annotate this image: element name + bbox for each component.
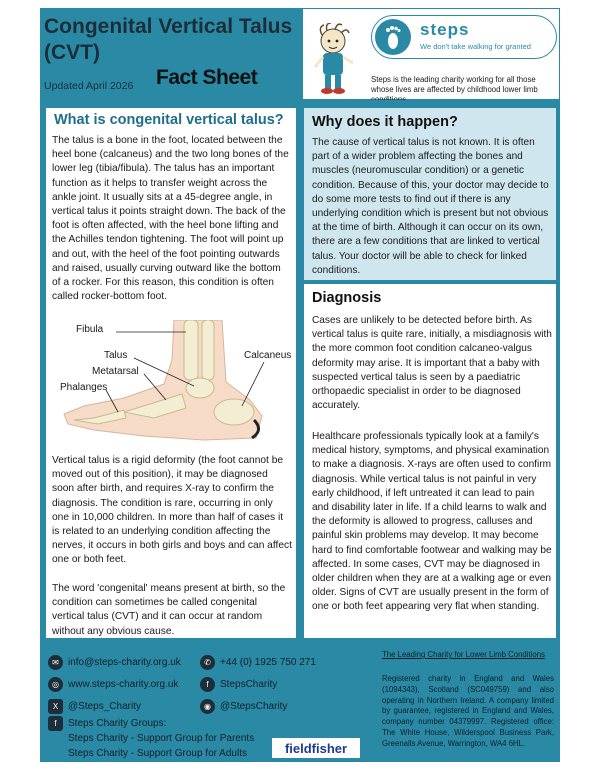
groups-title: Steps Charity Groups: [68, 718, 167, 729]
group-parents-link[interactable]: Steps Charity - Support Group for Parents [68, 733, 255, 744]
phone-link[interactable] [200, 652, 316, 672]
charity-tagline-link[interactable]: The Leading Charity for Lower Limb Conditions [382, 650, 545, 659]
title-block [40, 8, 302, 100]
diagnosis-heading: Diagnosis [312, 290, 382, 306]
fact-sheet-page [40, 8, 560, 762]
why-heading: Why does it happen? [312, 114, 458, 130]
instagram-text: @StepsCharity [220, 700, 288, 712]
twitter-link[interactable] [48, 696, 141, 716]
email-text: info@steps-charity.org.uk [68, 656, 181, 668]
diagnosis-section [304, 284, 556, 638]
header [40, 8, 560, 100]
what-is-paragraph-1: The talus is a bone in the foot, located between the heel bone (calcaneus) and the two long bones of the lower leg (tibia/fibula). The talus has an important function as it helps to transfer weight across the ankle joint. It usually sits at a 45-degree angle, in vertical talus it points straight down. The back of the foot is often affected, with the heel bone lifting and the Achilles tendon tightening. The foot will point up and out, with the heel of the foot pointing outwards and raised, usually curving outward like the bottom of a rocker. For this reason, this condition is often called rocker-bottom foot. [52, 135, 289, 303]
label-calcaneus: Calcaneus [244, 350, 292, 361]
logo-name: steps [420, 20, 470, 39]
globe-icon: ◎ [48, 677, 63, 692]
foot-diagram [54, 320, 292, 446]
facebook-link[interactable] [200, 674, 277, 694]
facebook-text: StepsCharity [220, 678, 278, 690]
fieldfisher-logo: fieldfisher [272, 738, 360, 758]
instagram-icon: ◉ [200, 699, 215, 714]
brand-description: Steps is the leading charity working for all those whose lives are affected by childhood lower limb [371, 75, 538, 94]
what-is-paragraph-3: The word 'congenital' means present at birth, so the condition can sometimes be called congenital vertical talus (CVT) and it can occur at random without any obvious cause. [52, 583, 286, 637]
mascot-illustration [307, 23, 367, 97]
facebook-icon: f [200, 677, 215, 692]
charity-legal-text: Registered charity in England and Wales (1094343), Scotland (SC049759) and also operating in Northern Ireland. A company limited by guarantee, registered in England and Wales, company number 04379997. Registered office: The White House, Wilderspool Business Park, Greenalls Avenue, Warrington, WA4 6HL. [382, 674, 554, 748]
x-twitter-icon: X [48, 699, 63, 714]
footprint-icon [375, 19, 411, 55]
phone-text: +44 (0) 1925 750 271 [220, 656, 316, 668]
page-title: Congenital Vertical Talus (CVT) [44, 15, 293, 64]
website-link[interactable] [48, 674, 178, 694]
diagnosis-paragraph-1: Cases are unlikely to be detected before birth. As vertical talus is quite rare, initially, a misdiagnosis with the more common foot condition calcaneo-valgus deformity may arise. It is important that a baby with suspected vertical talus is seen by a paediatric orthopaedic specialist in order to be diagnosed accurately. [312, 315, 552, 412]
label-metatarsal: Metatarsal [92, 366, 139, 377]
footer [40, 642, 560, 762]
instagram-link[interactable] [200, 696, 287, 716]
steps-logo [371, 15, 557, 59]
label-talus: Talus [104, 350, 128, 361]
what-is-section [46, 108, 296, 638]
label-phalanges: Phalanges [60, 382, 108, 393]
website-text: www.steps-charity.org.uk [68, 678, 179, 690]
diagnosis-paragraph-2: Healthcare professionals typically look at a family's medical history, symptoms, and physical examination to make a diagnosis. X-rays are often used to confirm diagnosis. While vertical talus is not painful in very early childhood, if left untreated it can lead to pain and disability later in life. If a child learns to walk and the deformity is allowed to progress, calluses and painful skin problems may develop. It may become hard to find comfortable footwear and walking may be affected. In some cases, CVT may be diagnosed in older children when they are at a walking age or even older. Signs of CVT are usually present in the form of one or both feet appearing very flat when standing. [312, 431, 552, 613]
email-link[interactable] [48, 652, 181, 672]
email-icon: ✉ [48, 655, 63, 670]
what-is-paragraph-2: Vertical talus is a rigid deformity (the foot cannot be moved out of this position), it may be diagnosed soon after birth, and requires X-ray to confirm the diagnosis. The condition is rare, occurring in only one in 10,000 children. In more than half of cases it is related to an underlying condition affecting the nerves, it occurs in both girls and boys and can affect one or both feet. [52, 455, 292, 566]
group-adults-link[interactable]: Steps Charity - Support Group for Adults [68, 748, 247, 759]
twitter-text: @Steps_Charity [68, 700, 141, 712]
label-fibula: Fibula [76, 324, 104, 335]
facebook-square-icon: f [48, 716, 63, 731]
why-paragraph: The cause of vertical talus is not known. It is often part of a wider problem affecting the bones and muscles (neuromuscular condition) or a genetic condition. Because of this, your doctor may decide to do some more tests to find out if there is any underlying condition which is present but not obvious at the time of birth. Although it can occur on its own, there are a few conditions that are linked to vertical talus. Your doctor will be able to check for linked conditions. [312, 137, 549, 276]
updated-date: Updated April 2026 [44, 80, 134, 92]
brand-block [302, 8, 560, 100]
why-section [304, 108, 556, 280]
what-is-heading: What is congenital vertical talus? [54, 112, 284, 128]
facebook-groups [48, 716, 254, 761]
phone-icon: ✆ [200, 655, 215, 670]
logo-tagline: We don't take walking for granted [420, 42, 531, 51]
fact-sheet-label: Fact Sheet [156, 66, 258, 89]
